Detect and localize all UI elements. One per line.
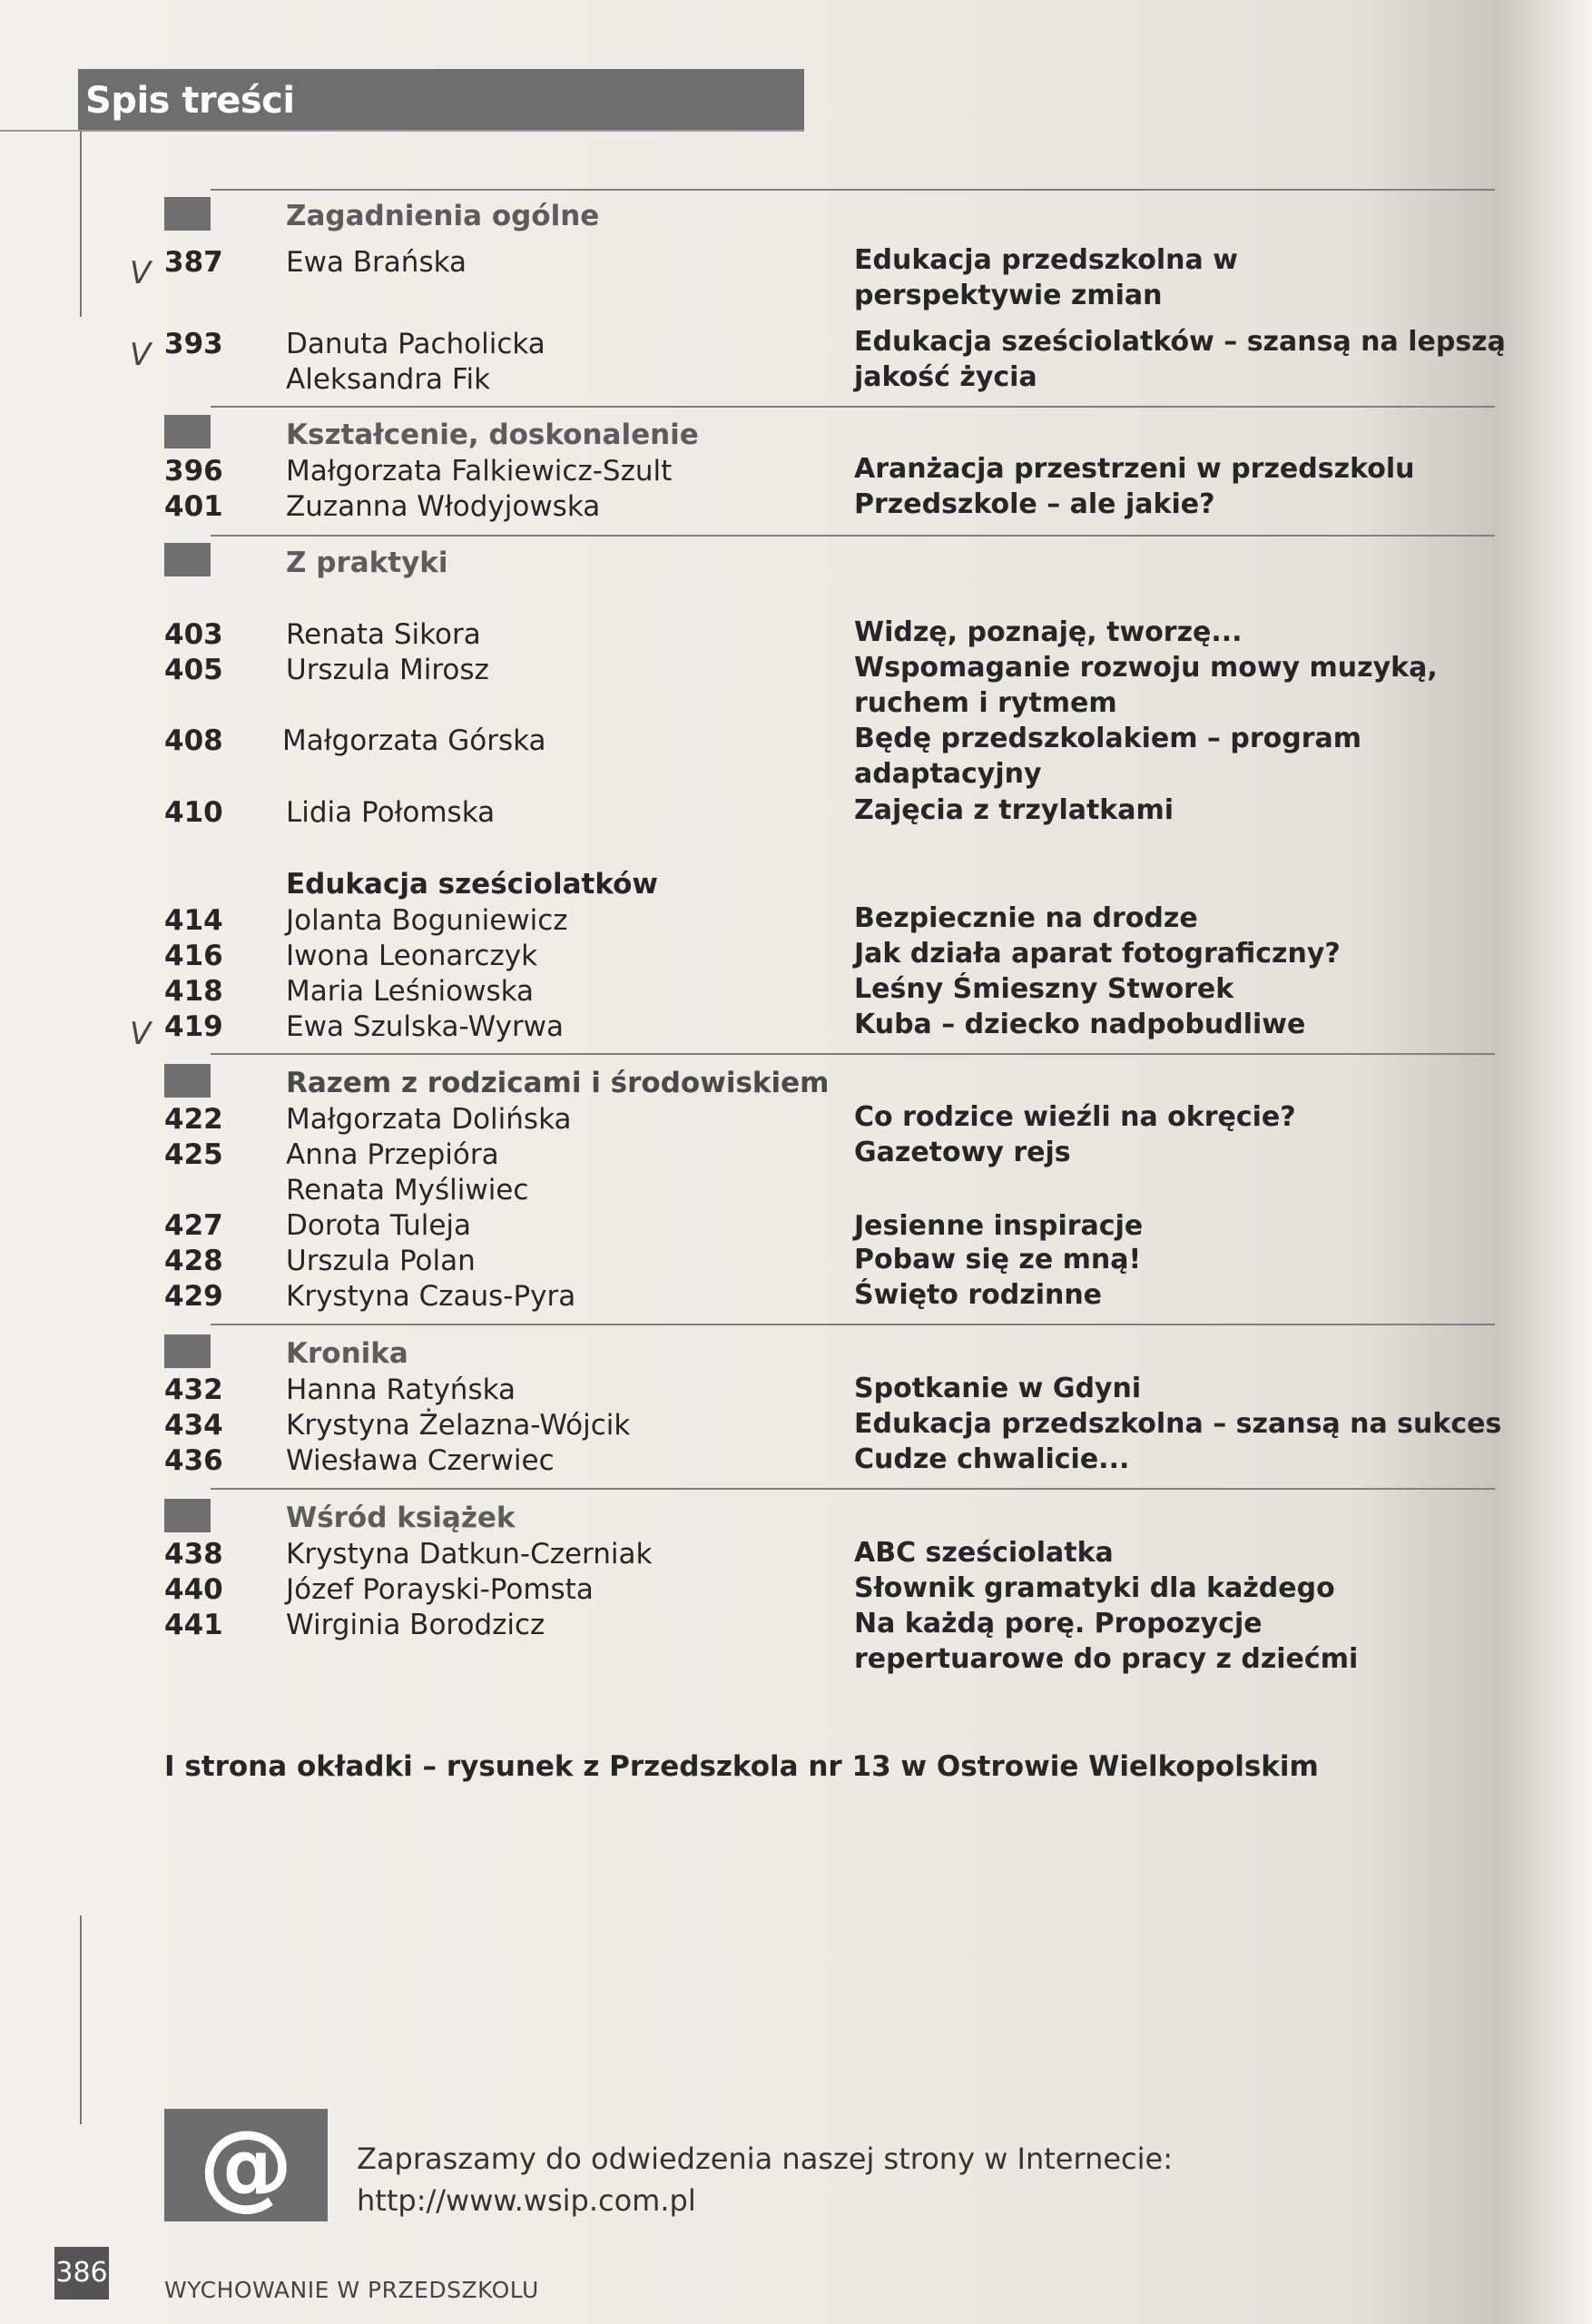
toc-title: Będę przedszkolakiem – program adaptacyjny	[854, 723, 1362, 790]
left-margin-rule	[80, 131, 82, 317]
web-invitation	[357, 2138, 1173, 2221]
section-rule	[211, 1324, 1495, 1325]
journal-name: WYCHOWANIE W PRZEDSZKOLU	[164, 2277, 539, 2303]
toc-title: Edukacja przedszkolna – szansą na sukces	[854, 1408, 1502, 1440]
toc-author: Lidia Połomska	[286, 796, 496, 829]
toc-page: 401	[164, 490, 223, 523]
toc-page: 414	[164, 904, 223, 937]
toc-page: 429	[164, 1280, 223, 1313]
toc-title: Słownik gramatyki dla każdego	[854, 1572, 1335, 1604]
cover-note: I strona okładki – rysunek z Przedszkola nr 13 w Ostrowie Wielkopolskim	[164, 1750, 1319, 1783]
toc-author: Ewa Szulska-Wyrwa	[286, 1010, 565, 1043]
toc-page: 440	[164, 1573, 223, 1606]
toc-title: Na każdą porę. Propozycje repertuarowe do pracy z dziećmi	[854, 1608, 1359, 1675]
toc-title: Bezpiecznie na drodze	[854, 902, 1198, 934]
toc-page: 396	[164, 455, 223, 487]
toc-author: Urszula Polan	[286, 1245, 476, 1277]
toc-page: 408	[164, 724, 223, 757]
section-rule	[211, 1488, 1495, 1490]
toc-author: Renata Sikora	[286, 618, 481, 651]
check-mark: V	[130, 1016, 152, 1052]
toc-page: 410	[164, 796, 223, 829]
toc-author: Krystyna Czaus-Pyra	[286, 1280, 576, 1313]
web-invitation-text: Zapraszamy do odwiedzenia naszej strony w Internecie:	[357, 2142, 1173, 2176]
toc-page: 403	[164, 618, 223, 651]
toc-title: Aranżacja przestrzeni w przedszkolu	[854, 453, 1415, 485]
toc-title: Leśny Śmieszny Stworek	[854, 973, 1234, 1005]
section-title: Kształcenie, doskonalenie	[286, 419, 699, 451]
toc-title: Jak działa aparat fotograficzny?	[854, 938, 1341, 970]
toc-author: Zuzanna Włodyjowska	[286, 490, 601, 523]
section-title: Zagadnienia ogólne	[286, 200, 600, 232]
toc-page: 393	[164, 328, 223, 360]
toc-page: 405	[164, 654, 223, 686]
toc-title: ABC sześciolatka	[854, 1537, 1114, 1569]
toc-author: Józef Porayski-Pomsta	[286, 1573, 594, 1606]
section-marker	[164, 415, 211, 448]
toc-page: 438	[164, 1538, 223, 1571]
toc-author: Krystyna Żelazna-Wójcik	[286, 1409, 631, 1442]
toc-title: Przedszkole – ale jakie?	[854, 488, 1215, 520]
toc-title: Widzę, poznaję, tworzę...	[854, 616, 1243, 648]
toc-page: 422	[164, 1103, 223, 1136]
toc-author: Jolanta Boguniewicz	[286, 904, 568, 937]
toc-title: Spotkanie w Gdyni	[854, 1373, 1142, 1404]
section-marker	[164, 197, 211, 231]
page-title: Spis treści	[85, 80, 295, 122]
section-title: Kronika	[286, 1337, 408, 1370]
toc-author: Wiesława Czerwiec	[286, 1444, 555, 1477]
section-title: Z praktyki	[286, 547, 448, 579]
toc-title: Edukacja przedszkolna w perspektywie zmian	[854, 244, 1238, 311]
toc-page: 418	[164, 975, 223, 1008]
toc-title: Cudze chwalicie...	[854, 1443, 1130, 1475]
section-title: Razem z rodzicami i środowiskiem	[286, 1067, 830, 1099]
header-rule	[0, 130, 804, 132]
toc-page: 434	[164, 1409, 223, 1442]
subsection-title: Edukacja sześciolatków	[286, 868, 659, 901]
toc-author: Dorota Tuleja	[286, 1209, 472, 1242]
toc-title: Pobaw się ze mną!	[854, 1244, 1142, 1275]
check-mark: V	[130, 255, 152, 291]
toc-title: Święto rodzinne	[854, 1279, 1103, 1311]
footer-margin-rule	[80, 1915, 82, 2124]
section-rule	[211, 1053, 1495, 1055]
toc-title: Jesienne inspiracje	[854, 1210, 1144, 1242]
toc-author: Maria Leśniowska	[286, 975, 535, 1008]
toc-page: 432	[164, 1374, 223, 1406]
toc-title: Wspomaganie rozwoju mowy muzyką, ruchem i rytmem	[854, 652, 1438, 719]
toc-title: Zajęcia z trzylatkami	[854, 794, 1174, 826]
toc-author: Renata Myśliwiec	[286, 1174, 529, 1206]
toc-author: Anna Przepióra	[286, 1138, 499, 1171]
at-sign-icon	[164, 2109, 328, 2221]
section-rule	[211, 189, 1495, 191]
toc-title: Gazetowy rejs	[854, 1137, 1071, 1168]
section-marker	[164, 1499, 211, 1532]
toc-author: Iwona Leonarczyk	[286, 940, 538, 972]
toc-author: Danuta Pacholicka	[286, 328, 545, 360]
toc-page: 427	[164, 1209, 223, 1242]
toc-author: Ewa Brańska	[286, 246, 467, 279]
section-marker	[164, 1334, 211, 1368]
toc-page: 428	[164, 1245, 223, 1277]
section-rule	[211, 535, 1495, 537]
toc-title: Edukacja sześciolatków – szansą na lepszą jakość życia	[854, 326, 1506, 393]
toc-page: 387	[164, 246, 223, 279]
toc-page: 436	[164, 1444, 223, 1477]
toc-author: Małgorzata Dolińska	[286, 1103, 572, 1136]
check-mark: V	[130, 337, 152, 373]
section-marker	[164, 543, 211, 576]
toc-author: Małgorzata Falkiewicz-Szult	[286, 455, 673, 487]
toc-author: Wirginia Borodzicz	[286, 1609, 545, 1641]
toc-page: 441	[164, 1609, 223, 1641]
toc-author: Urszula Mirosz	[286, 654, 489, 686]
toc-title: Kuba – dziecko nadpobudliwe	[854, 1009, 1306, 1040]
at-symbol: @	[199, 2110, 293, 2221]
page-number: 386	[54, 2247, 109, 2299]
web-url[interactable]: http://www.wsip.com.pl	[357, 2183, 696, 2218]
toc-author: Aleksandra Fik	[286, 363, 491, 396]
toc-page: 419	[164, 1010, 223, 1043]
toc-author: Małgorzata Górska	[282, 724, 546, 757]
toc-author: Hanna Ratyńska	[286, 1374, 516, 1406]
toc-page: 416	[164, 940, 223, 972]
toc-page: 425	[164, 1138, 223, 1171]
toc-title: Co rodzice wieźli na okręcie?	[854, 1101, 1296, 1133]
toc-author: Krystyna Datkun-Czerniak	[286, 1538, 653, 1571]
section-title: Wśród książek	[286, 1502, 516, 1534]
section-rule	[211, 406, 1495, 408]
section-marker	[164, 1064, 211, 1098]
